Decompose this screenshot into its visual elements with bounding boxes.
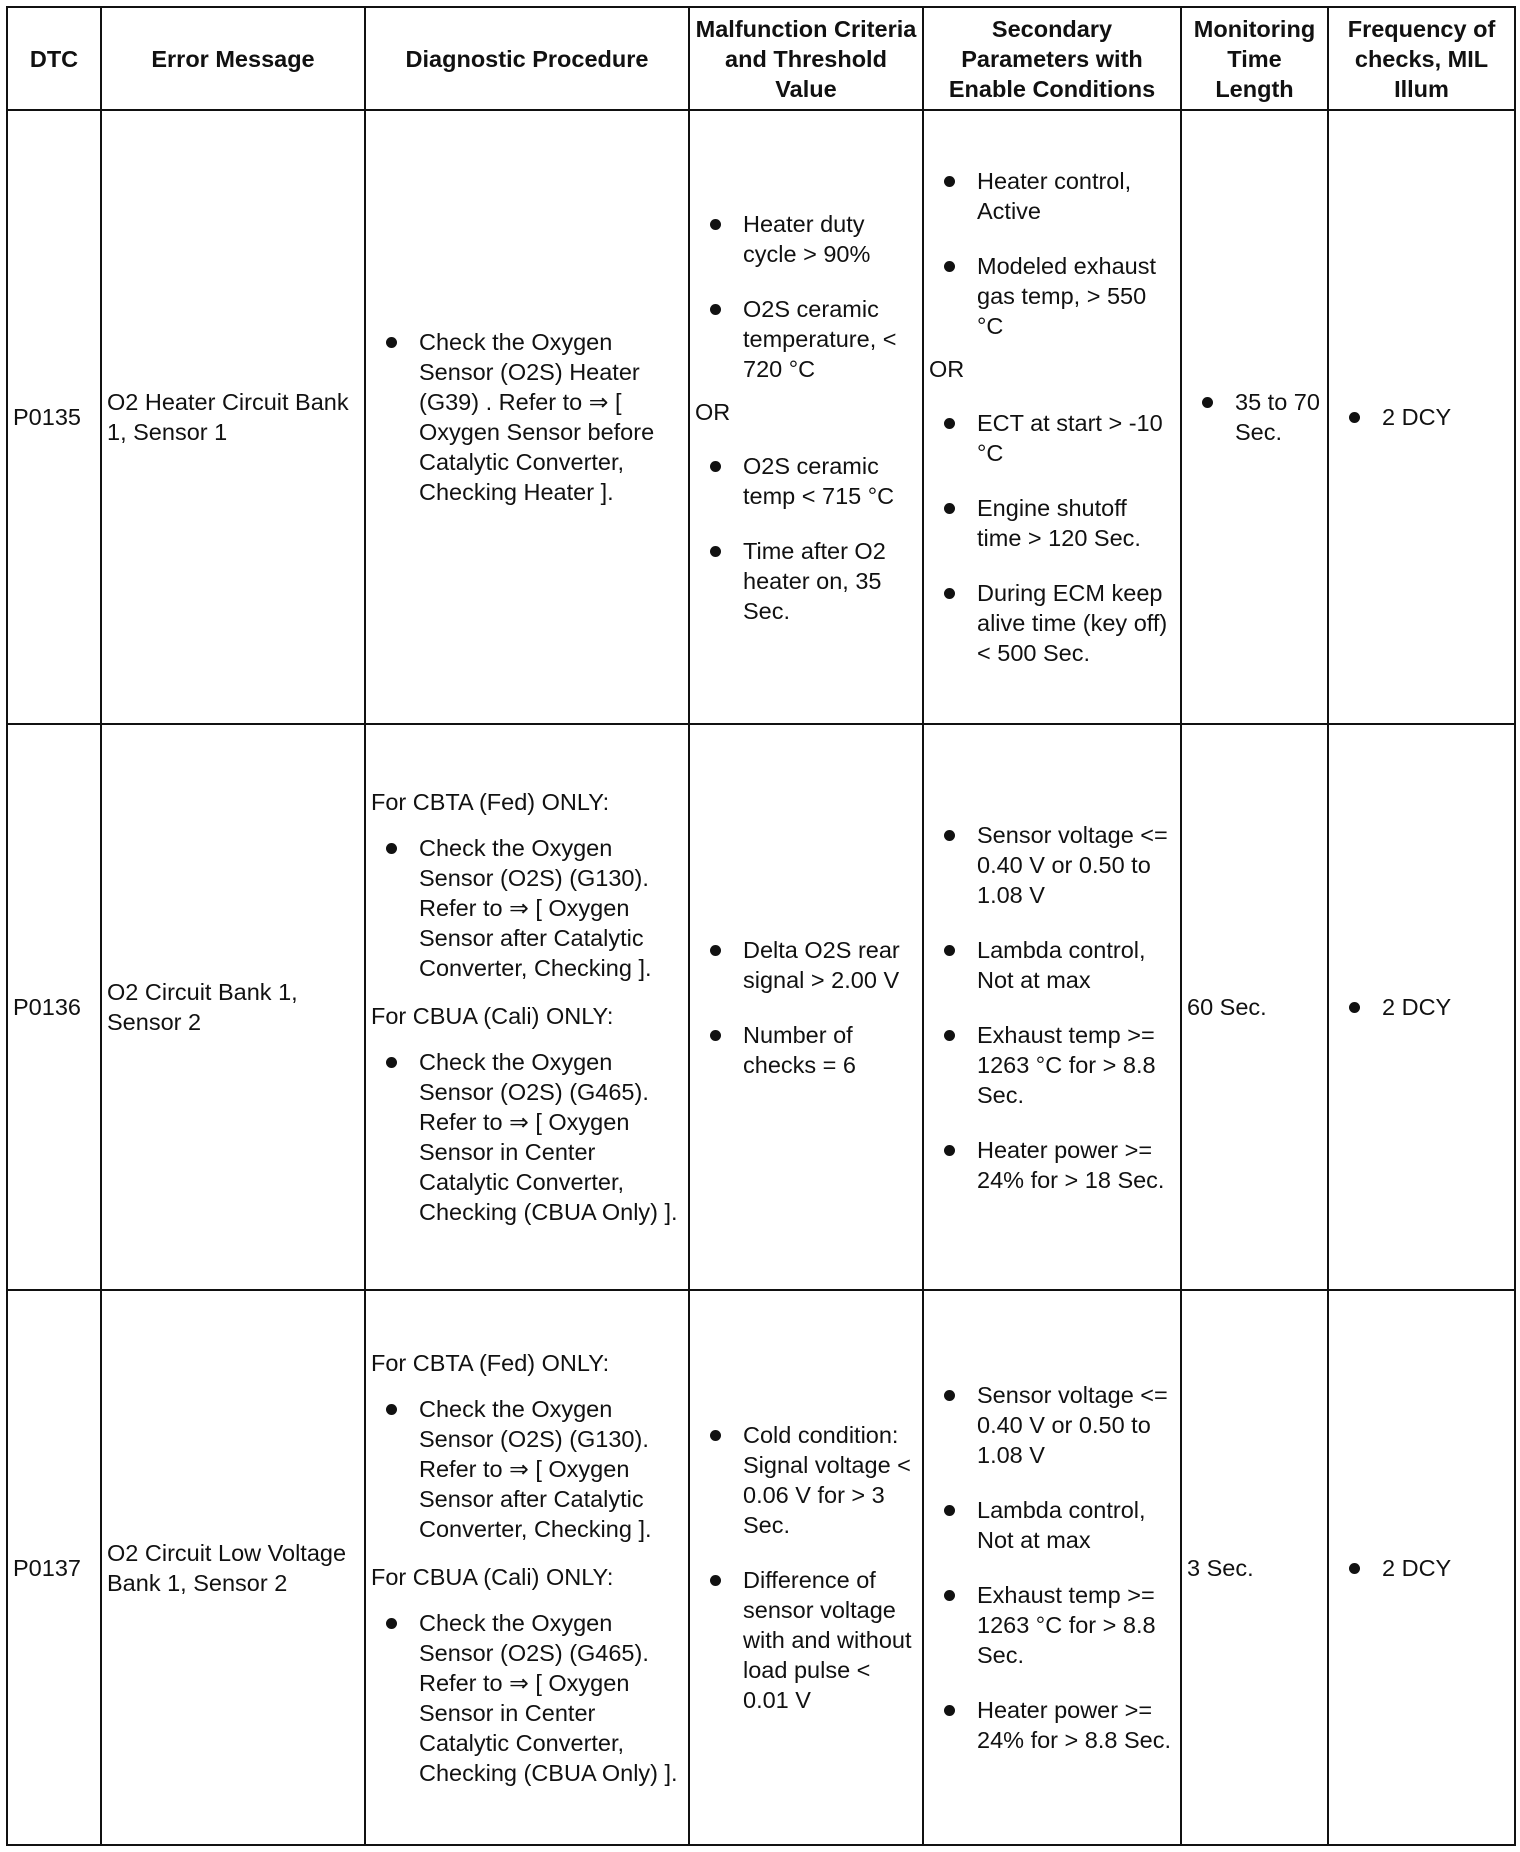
error-message: O2 Circuit Low Voltage Bank 1, Sensor 2 <box>101 1290 365 1845</box>
header-monitoring-time: Monitoring Time Length <box>1181 7 1328 110</box>
table-row <box>7 724 1515 1290</box>
list-item: Time after O2 heater on, 35 Sec. <box>695 536 917 626</box>
procedure-list <box>371 327 683 507</box>
list-item: Modeled exhaust gas temp, > 550 °C <box>929 251 1175 341</box>
list-item: Cold condition: Signal voltage < 0.06 V for > 3 Sec. <box>695 1420 917 1540</box>
dtc-table <box>6 6 1516 1846</box>
frequency-list <box>1334 402 1509 432</box>
list-item: 2 DCY <box>1334 402 1509 432</box>
header-frequency: Frequency of checks, MIL Illum <box>1328 7 1515 110</box>
criteria-list <box>695 1420 917 1715</box>
secondary-parameters <box>923 1290 1181 1845</box>
frequency <box>1328 724 1515 1290</box>
secondary-parameters <box>923 110 1181 724</box>
list-item: Exhaust temp >= 1263 °C for > 8.8 Sec. <box>929 1020 1175 1110</box>
monitoring-time: 60 Sec. <box>1181 724 1328 1290</box>
list-item: O2S ceramic temperature, < 720 °C <box>695 294 917 384</box>
procedure-list <box>371 1394 683 1544</box>
procedure-list <box>371 1047 683 1227</box>
criteria-list <box>695 209 917 384</box>
header-error-message: Error Message <box>101 7 365 110</box>
header-malfunction-criteria: Malfunction Criteria and Threshold Value <box>689 7 923 110</box>
secondary-list <box>929 1380 1175 1755</box>
list-item: 35 to 70 Sec. <box>1187 387 1322 447</box>
diagnostic-procedure <box>365 1290 689 1845</box>
frequency-list <box>1334 1553 1509 1583</box>
list-item: Number of checks = 6 <box>695 1020 917 1080</box>
list-item: Check the Oxygen Sensor (O2S) (G130). Refer to ⇒ [ Oxygen Sensor after Catalytic Converter, Checking ]. <box>371 1394 683 1544</box>
list-item: O2S ceramic temp < 715 °C <box>695 451 917 511</box>
list-item: Heater duty cycle > 90% <box>695 209 917 269</box>
list-item: Difference of sensor voltage with and without load pulse < 0.01 V <box>695 1565 917 1715</box>
error-message: O2 Circuit Bank 1, Sensor 2 <box>101 724 365 1290</box>
monitoring-time <box>1181 110 1328 724</box>
list-item: Heater power >= 24% for > 18 Sec. <box>929 1135 1175 1195</box>
procedure-intro: For CBUA (Cali) ONLY: <box>371 1003 614 1029</box>
dtc-code: P0136 <box>7 724 101 1290</box>
procedure-intro: For CBTA (Fed) ONLY: <box>371 789 610 815</box>
header-diagnostic-procedure: Diagnostic Procedure <box>365 7 689 110</box>
list-item: Sensor voltage <= 0.40 V or 0.50 to 1.08 V <box>929 820 1175 910</box>
list-item: Check the Oxygen Sensor (O2S) (G465). Refer to ⇒ [ Oxygen Sensor in Center Catalytic Converter, Checking (CBUA Only) ]. <box>371 1047 683 1227</box>
diagnostic-procedure <box>365 110 689 724</box>
malfunction-criteria <box>689 724 923 1290</box>
frequency <box>1328 110 1515 724</box>
procedure-intro: For CBUA (Cali) ONLY: <box>371 1563 614 1590</box>
error-message: O2 Heater Circuit Bank 1, Sensor 1 <box>101 110 365 724</box>
or-separator: OR <box>695 398 731 425</box>
list-item: Engine shutoff time > 120 Sec. <box>929 493 1175 553</box>
list-item: Heater control, Active <box>929 166 1175 226</box>
secondary-list <box>929 820 1175 1195</box>
list-item: 2 DCY <box>1334 1553 1509 1583</box>
or-separator: OR <box>929 356 965 382</box>
procedure-intro: For CBTA (Fed) ONLY: <box>371 1349 610 1376</box>
procedure-list <box>371 833 683 983</box>
header-row <box>7 7 1515 110</box>
diagnostic-procedure <box>365 724 689 1290</box>
list-item: ECT at start > -10 °C <box>929 408 1175 468</box>
malfunction-criteria <box>689 1290 923 1845</box>
list-item: Check the Oxygen Sensor (O2S) (G465). Refer to ⇒ [ Oxygen Sensor in Center Catalytic Converter, Checking (CBUA Only) ]. <box>371 1608 683 1788</box>
criteria-list <box>695 451 917 626</box>
list-item: Sensor voltage <= 0.40 V or 0.50 to 1.08 V <box>929 1380 1175 1470</box>
frequency <box>1328 1290 1515 1845</box>
dtc-code: P0135 <box>7 110 101 724</box>
list-item: Check the Oxygen Sensor (O2S) (G130). Refer to ⇒ [ Oxygen Sensor after Catalytic Converter, Checking ]. <box>371 833 683 983</box>
list-item: Exhaust temp >= 1263 °C for > 8.8 Sec. <box>929 1580 1175 1670</box>
list-item: Check the Oxygen Sensor (O2S) Heater (G39) . Refer to ⇒ [ Oxygen Sensor before Catalytic Converter, Checking Heater ]. <box>371 327 683 507</box>
list-item: Lambda control, Not at max <box>929 1495 1175 1555</box>
malfunction-criteria <box>689 110 923 724</box>
secondary-list <box>929 408 1175 668</box>
procedure-list <box>371 1608 683 1788</box>
monitoring-time: 3 Sec. <box>1181 1290 1328 1845</box>
table-row <box>7 1290 1515 1845</box>
criteria-list <box>695 935 917 1080</box>
header-secondary-parameters: Secondary Parameters with Enable Conditions <box>923 7 1181 110</box>
list-item: During ECM keep alive time (key off) < 500 Sec. <box>929 578 1175 668</box>
secondary-list <box>929 166 1175 341</box>
secondary-parameters <box>923 724 1181 1290</box>
list-item: Delta O2S rear signal > 2.00 V <box>695 935 917 995</box>
table-row <box>7 110 1515 724</box>
dtc-code: P0137 <box>7 1290 101 1845</box>
monitoring-list <box>1187 387 1322 447</box>
list-item: Lambda control, Not at max <box>929 935 1175 995</box>
frequency-list <box>1334 992 1509 1022</box>
list-item: 2 DCY <box>1334 992 1509 1022</box>
list-item: Heater power >= 24% for > 8.8 Sec. <box>929 1695 1175 1755</box>
header-dtc: DTC <box>7 7 101 110</box>
